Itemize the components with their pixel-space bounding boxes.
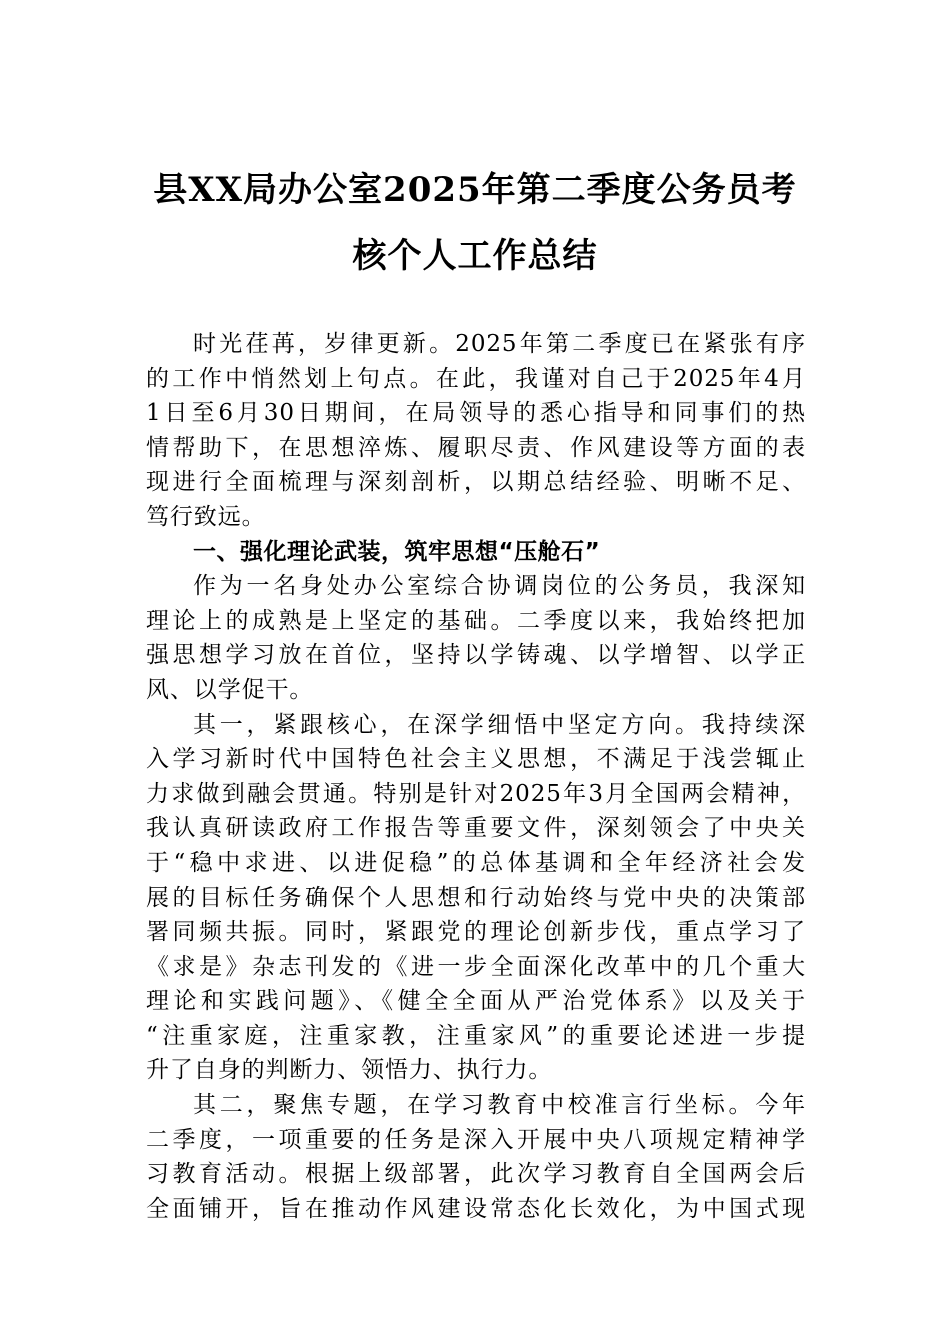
document-body xyxy=(146,327,806,1226)
body-text-line: 升了自身的判断力、领悟力、执行力。 xyxy=(146,1057,553,1084)
body-text-line: 《求是》杂志刊发的《进一步全面深化改革中的几个重大 xyxy=(146,953,806,980)
body-text-line: 理论上的成熟是上坚定的基础。二季度以来，我始终把加 xyxy=(146,607,806,634)
body-text-line: 我认真研读政府工作报告等重要文件，深刻领会了中央关 xyxy=(146,815,806,842)
document-title-line-1: 县XX局办公室2025年第二季度公务员考 xyxy=(153,170,797,210)
body-text-line: 风、以学促干。 xyxy=(146,676,314,703)
body-text-line: 其一，紧跟核心，在深学细悟中坚定方向。我持续深 xyxy=(193,711,806,738)
body-text-line: 现进行全面梳理与深刻剖析，以期总结经验、明晰不足、 xyxy=(146,469,806,496)
body-text-line: 全面铺开，旨在推动作风建设常态化长效化，为中国式现 xyxy=(146,1195,806,1222)
body-text-line: 于“稳中求进、以进促稳”的总体基调和全年经济社会发 xyxy=(146,849,806,876)
body-text-line: 笃行致远。 xyxy=(146,503,266,530)
body-text-line: 情帮助下，在思想淬炼、履职尽责、作风建设等方面的表 xyxy=(146,434,806,461)
body-text-line: 习教育活动。根据上级部署，此次学习教育自全国两会后 xyxy=(146,1161,806,1188)
body-text-line: 理论和实践问题》、《健全全面从严治党体系》以及关于 xyxy=(146,988,806,1015)
body-text-line: 署同频共振。同时，紧跟党的理论创新步伐，重点学习了 xyxy=(146,919,806,946)
body-text-line: “注重家庭，注重家教，注重家风”的重要论述进一步提 xyxy=(146,1022,806,1049)
body-text-line: 力求做到融会贯通。特别是针对2025年3月全国两会精神， xyxy=(146,780,806,807)
body-text-line: 1日至6月30日期间，在局领导的悉心指导和同事们的热 xyxy=(146,400,806,427)
body-text-line: 其二，聚焦专题，在学习教育中校准言行坐标。今年 xyxy=(193,1092,806,1119)
body-text-line: 二季度，一项重要的任务是深入开展中央八项规定精神学 xyxy=(146,1126,806,1153)
body-text-line: 强思想学习放在首位，坚持以学铸魂、以学增智、以学正 xyxy=(146,642,806,669)
document-title-line-2: 核个人工作总结 xyxy=(352,236,598,276)
section-heading: 一、强化理论武装，筑牢思想“压舱石” xyxy=(193,538,601,565)
body-text-line: 的工作中悄然划上句点。在此，我谨对自己于2025年4月 xyxy=(146,365,806,392)
body-text-line: 作为一名身处办公室综合协调岗位的公务员，我深知 xyxy=(193,573,806,600)
body-text-line: 入学习新时代中国特色社会主义思想，不满足于浅尝辄止 xyxy=(146,746,806,773)
body-text-line: 展的目标任务确保个人思想和行动始终与党中央的决策部 xyxy=(146,884,806,911)
body-text-line: 时光荏苒，岁律更新。2025年第二季度已在紧张有序 xyxy=(193,331,806,357)
